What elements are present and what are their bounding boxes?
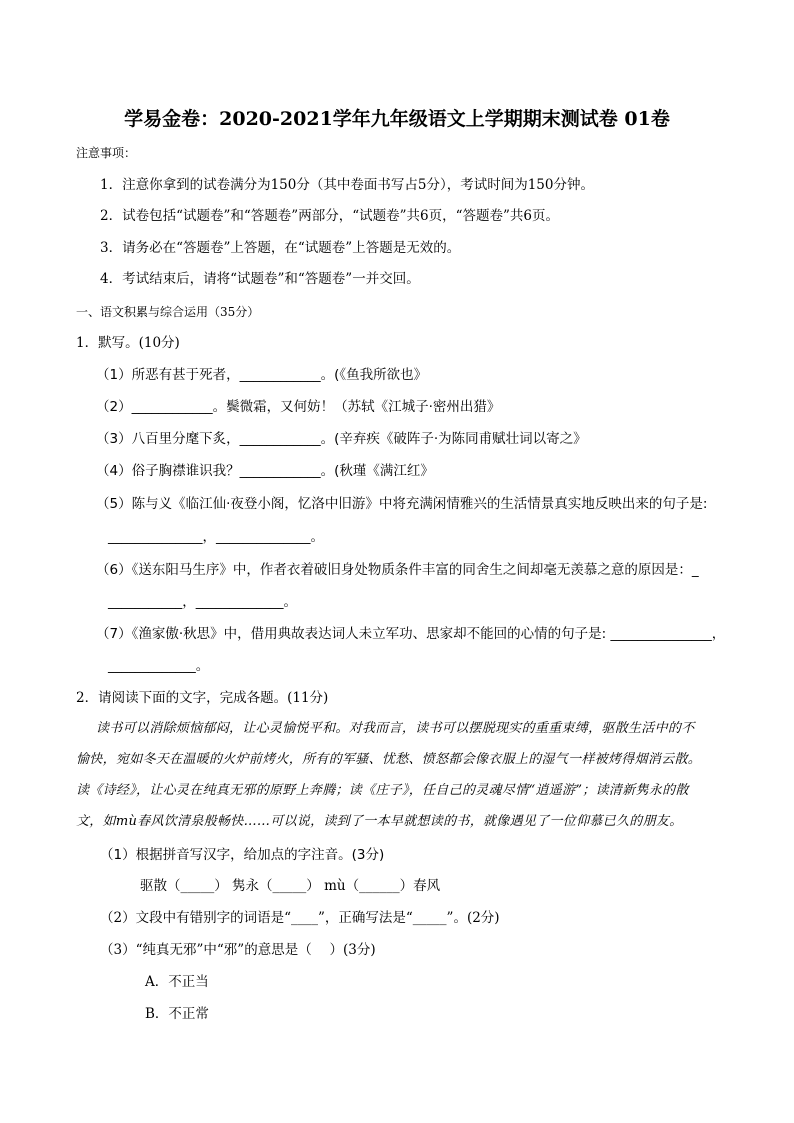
question-heading: 2．请阅读下面的文字，完成各题。(11分) — [76, 690, 329, 706]
sub-answer-blanks: 驱散（_____） 隽永（_____） mù（______）春风 — [140, 878, 441, 894]
option-b: B．不正常 — [145, 1006, 209, 1022]
note-item: 4．考试结束后，请将“试题卷”和“答题卷”一并交回。 — [100, 271, 420, 287]
fill-blank-line: ______________，______________。 — [108, 529, 324, 545]
note-item: 2．试卷包括“试题卷”和“答题卷”两部分，“试题卷”共6页，“答题卷”共6页。 — [100, 208, 559, 224]
sub-question: （1）根据拼音写汉字，给加点的字注音。(3分) — [100, 847, 385, 863]
passage-line: 文，如mù春风饮清泉般畅快……可以说，读到了一本早就想读的书，就像遇见了一位仰慕已久的朋友。 — [76, 814, 683, 829]
question-heading: 1．默写。(10分) — [76, 335, 180, 351]
sub-question: （2）文段中有错别字的词语是“____”，正确写法是“_____”。(2分) — [100, 910, 500, 926]
fill-item: （5）陈与义《临江仙·夜登小阁，忆洛中旧游》中将充满闲情雅兴的生活情景真实地反映出来的句子是: — [96, 496, 708, 512]
fill-item: （4）俗子胸襟谁识我？____________。(秋瑾《满江红》 — [96, 463, 434, 479]
fill-item: （7）《渔家傲·秋思》中，借用典故表达词人未立军功、思家却不能回的心情的句子是: _______________， — [96, 626, 726, 642]
fill-item: （3）八百里分麾下炙，____________。(辛弃疾《破阵子·为陈同甫赋壮词以寄之》 — [96, 431, 587, 447]
option-a: A．不正当 — [145, 974, 209, 990]
fill-item: （2）____________。鬓微霜，又何妨！（苏轼《江城子·密州出猎》 — [96, 399, 501, 415]
section-heading: 一、语文积累与综合运用（35分） — [76, 305, 260, 319]
note-item: 1．注意你拿到的试卷满分为150分（其中卷面书写占5分），考试时间为150分钟。 — [100, 177, 594, 193]
passage-line: 读书可以消除烦恼郁闷，让心灵愉悦平和。对我而言，读书可以摆脱现实的重重束缚，驱散生活中的不 — [96, 721, 695, 736]
passage-line: 愉快，宛如冬天在温暖的火炉前烤火，所有的军骚、忧愁、愤怒都会像衣服上的湿气一样被烤得烟消云散。 — [76, 752, 702, 767]
fill-item: （1）所恶有甚于死者，____________。(《鱼我所欲也》 — [96, 367, 428, 383]
page-title: 学易金卷：2020-2021学年九年级语文上学期期末测试卷 01卷 — [124, 108, 670, 130]
sub-question: （3）“纯真无邪”中“邪”的意思是（ ）(3分) — [100, 942, 376, 958]
notes-heading: 注意事项： — [76, 146, 137, 160]
passage-line: 读《诗经》，让心灵在纯真无邪的原野上奔腾；读《庄子》，任自己的灵魂尽情“逍遥游”；读清新隽永的散 — [76, 783, 689, 798]
fill-item: （6）《送东阳马生序》中，作者衣着破旧身处物质条件丰富的同舍生之间却毫无羡慕之意的原因是：_ — [96, 562, 699, 578]
note-item: 3．请务必在“答题卷”上答题，在“试题卷”上答题是无效的。 — [100, 240, 461, 256]
fill-blank-line: _____________。 — [108, 658, 210, 674]
fill-blank-line: ___________，_____________。 — [108, 594, 297, 610]
